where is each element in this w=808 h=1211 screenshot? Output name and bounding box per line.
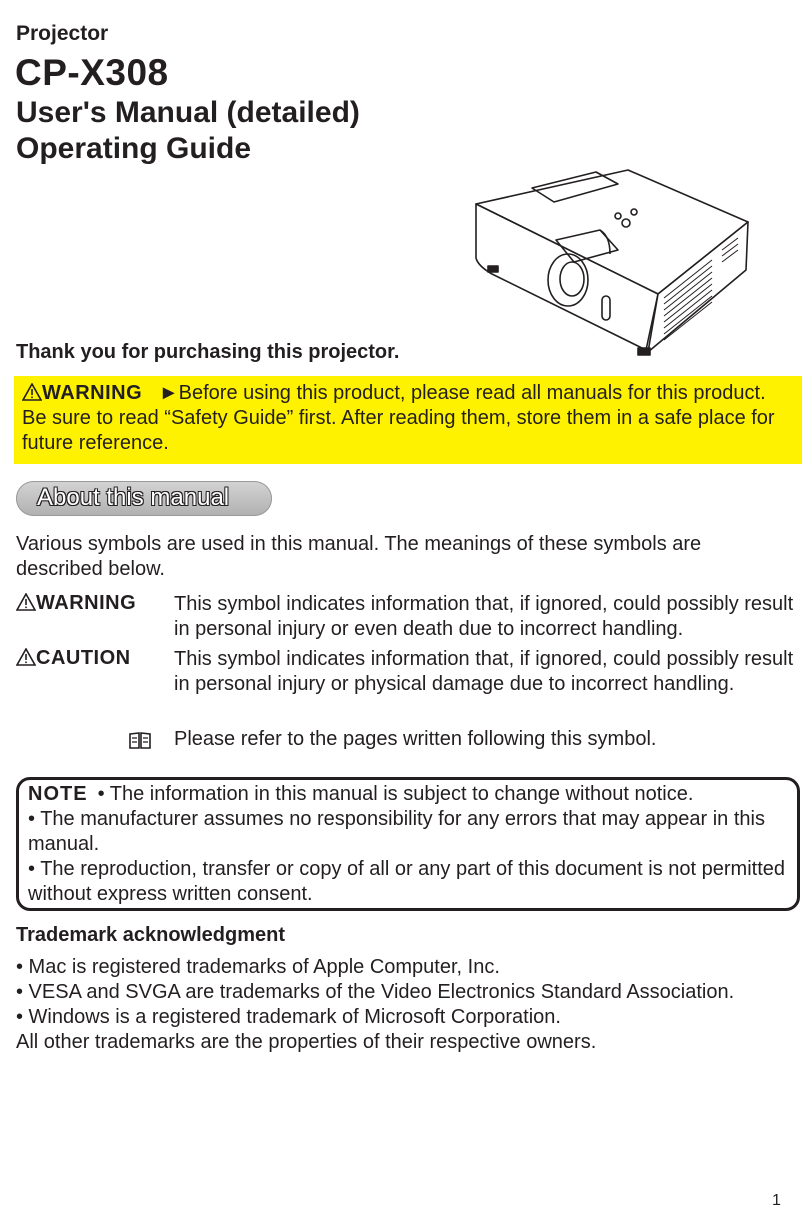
model-name: CP-X308 bbox=[15, 52, 169, 93]
warning-label: WARNING bbox=[42, 382, 143, 404]
warning-notice-box bbox=[14, 376, 802, 464]
trademark-list bbox=[16, 955, 734, 1055]
intro-text: Various symbols are used in this manual. The meanings of these symbols are described below. bbox=[16, 533, 702, 580]
symbol-row-caution bbox=[16, 647, 131, 670]
warning-text: ►Before using this product, please read all manuals for this product. Be sure to read “Safety Guide” first. After reading them, store them in a safe place for future reference. bbox=[22, 382, 775, 454]
projector-illustration bbox=[468, 166, 752, 366]
symbol-row-warning bbox=[16, 592, 136, 615]
note-box bbox=[16, 777, 800, 911]
trademark-item: All other trademarks are the properties of their respective owners. bbox=[16, 1031, 597, 1053]
caution-triangle-icon bbox=[16, 648, 36, 666]
manual-title: User's Manual (detailed) bbox=[16, 96, 360, 129]
symbol-desc-caution: This symbol indicates information that, if ignored, could possibly result in personal injury or physical damage due to incorrect handling. bbox=[174, 648, 794, 695]
manual-subtitle: Operating Guide bbox=[16, 132, 252, 165]
book-reference-icon bbox=[128, 730, 152, 750]
symbol-desc-warning: This symbol indicates information that, if ignored, could possibly result in personal injury or even death due to incorrect handling. bbox=[174, 593, 794, 640]
note-label: NOTE bbox=[28, 783, 88, 805]
note-item: • The information in this manual is subject to change without notice. bbox=[97, 783, 694, 805]
trademark-item: • Windows is a registered trademark of Microsoft Corporation. bbox=[16, 1006, 561, 1028]
warning-triangle-icon bbox=[16, 593, 36, 611]
product-type: Projector bbox=[16, 22, 109, 45]
thanks-text: Thank you for purchasing this projector. bbox=[16, 341, 400, 363]
note-item: • The manufacturer assumes no responsibility for any errors that may appear in this manual. bbox=[28, 808, 765, 855]
trademark-heading: Trademark acknowledgment bbox=[16, 924, 285, 946]
note-item: • The reproduction, transfer or copy of all or any part of this document is not permitted without express written consent. bbox=[28, 858, 786, 905]
warning-triangle-icon bbox=[22, 383, 42, 401]
page-number: 1 bbox=[772, 1192, 781, 1209]
symbol-desc-reference: Please refer to the pages written following this symbol. bbox=[174, 728, 657, 750]
section-title: About this manual bbox=[37, 484, 230, 511]
section-heading-pill bbox=[16, 481, 272, 516]
trademark-item: • Mac is registered trademarks of Apple Computer, Inc. bbox=[16, 956, 500, 978]
symbol-label-warning: WARNING bbox=[36, 592, 137, 614]
trademark-item: • VESA and SVGA are trademarks of the Video Electronics Standard Association. bbox=[16, 981, 735, 1003]
symbol-label-caution: CAUTION bbox=[36, 647, 131, 669]
